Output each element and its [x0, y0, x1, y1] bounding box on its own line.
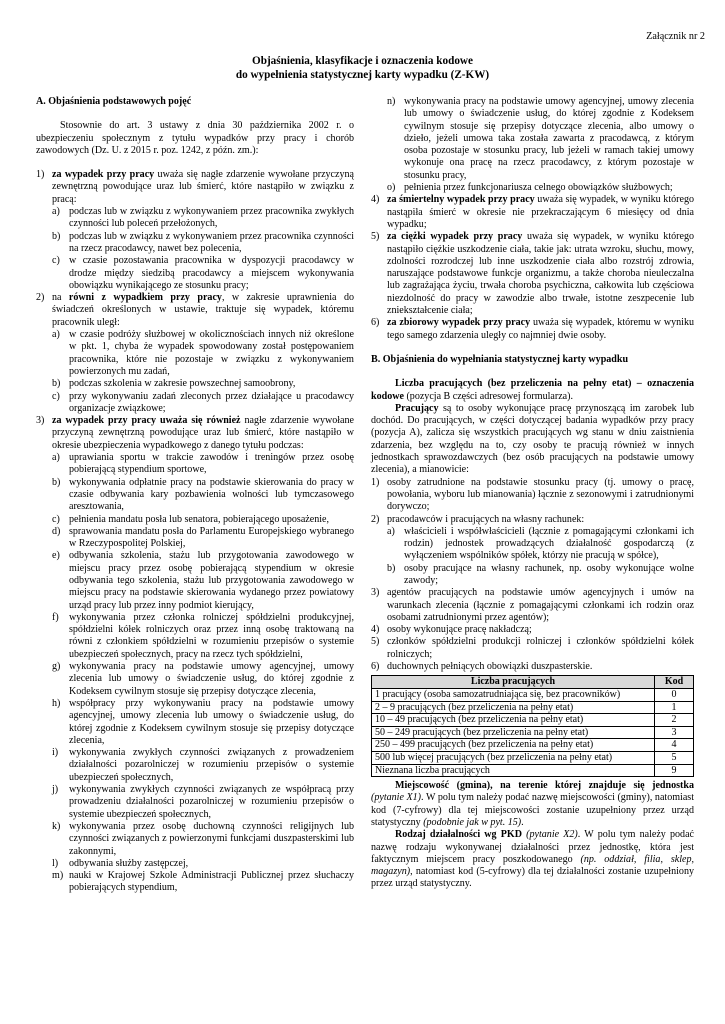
- list-item: [52, 378, 354, 390]
- text-span: wykonywania przez członka rolniczej spółdzielni produkcyjnej, spółdzielni kółek rolniczych oraz przez inną osobę traktowaną na równi z członkiem spółdzielni w rozumieniu przepisów o systemie ubezpieczeń społecznych, pracy na rzecz tych spółdzielni,: [69, 611, 354, 660]
- table-row: [372, 764, 694, 777]
- text-span: uważa się wypadek, w wyniku którego nastąpiło ciężkie uszkodzenie ciała, takie jak: utrata wzroku, słuchu, mowy, zdolności rozrodczej lub inne uszkodzenie ciała albo rozstrój zdrowia, naruszające podstawowe funkcje organizmu, a także choroba nieuleczalna lub zagrażająca życiu, trwała choroba psychiczna, całkowita lub częściowa niezdolność do pracy w zawodzie albo trwałe, istotne zeszpecenie lub zniekształcenie ciała;: [387, 231, 694, 317]
- list-item: [371, 661, 694, 673]
- text-span: Liczba pracujących (bez przeliczenia na pełny etat) – oznaczenia kodowe: [371, 378, 694, 402]
- text-span: odbywania służby zastępczej,: [69, 857, 189, 869]
- table-row: [372, 751, 694, 764]
- list-item: [52, 452, 354, 477]
- list-item: [371, 477, 694, 514]
- table-row: [372, 714, 694, 727]
- text-span: .: [521, 817, 524, 828]
- text-span: 50 – 249 pracujących (bez przeliczenia na pełny etat): [372, 726, 655, 739]
- list-item: [52, 821, 354, 858]
- text-span: Nieznana liczba pracujących: [372, 764, 655, 777]
- annex-label: Załącznik nr 2: [646, 31, 705, 42]
- text-span: m): [52, 870, 64, 882]
- section-a-heading: A. Objaśnienia podstawowych pojęć: [36, 96, 192, 107]
- list-item: [387, 182, 694, 194]
- text-span: 1 pracujący (osoba samozatrudniająca się, bez pracowników): [372, 688, 655, 701]
- list-item: [52, 255, 354, 292]
- right-column: [371, 96, 694, 891]
- text-span: 4): [371, 194, 380, 206]
- text-span: c): [52, 513, 60, 525]
- table-row: [372, 688, 694, 701]
- text-span: uważa się wypadek, któremu w wyniku tego samego zdarzenia uległy co najmniej dwie osoby.: [387, 317, 694, 341]
- text-span: uważa się nagłe zdarzenie wywołane przyczyną zewnętrzną powodujące uraz lub śmierć, które nastąpiło w związku z pracą:: [52, 169, 354, 205]
- list-item: [52, 661, 354, 698]
- text-span: . W polu tym należy podać nazwę rodzaju wykonywanej działalności przez jednostkę, która jest faktycznym miejscem pracy poszkodowanego: [371, 829, 694, 865]
- list-item: [52, 858, 354, 870]
- text-span: o): [387, 182, 396, 194]
- text-span: c): [52, 390, 60, 402]
- text-span: e): [52, 550, 60, 562]
- list-item: [52, 514, 354, 526]
- workers-list: [371, 477, 694, 674]
- text-span: osoby wykonujące pracę nakładczą;: [387, 624, 532, 636]
- text-span: nauki w Krajowej Szkole Administracji Publicznej przez słuchaczy pobierających stypendium,: [69, 870, 354, 894]
- workers-definition-paragraph: [371, 403, 694, 477]
- text-span: współpracy przy wykonywaniu pracy na podstawie umowy agencyjnej, umowy zlecenia lub umowy o świadczenie usług, do której zgodnie z Kodeksem cywilnym stosuje się przepisy dotyczące zlecenia,: [69, 697, 354, 746]
- text-span: 10 – 49 pracujących (bez przeliczenia na pełny etat): [372, 714, 655, 727]
- table-row: [372, 739, 694, 752]
- text-span: wykonywania przez osobę duchowną czynności religijnych lub czynności związanych z powierzonymi funkcjami duszpasterskimi lub zakonnymi,: [69, 820, 354, 857]
- text-span: osoby zatrudnione na podstawie stosunku pracy (tj. umowy o pracę, powołania, wyboru lub mianowania) łącznie z sezonowymi i zatrudnionymi dorywczo;: [387, 476, 694, 513]
- table-header-count: Liczba pracujących: [372, 676, 655, 689]
- text-span: wykonywania pracy na podstawie umowy agencyjnej, umowy zlecenia lub umowy o świadczenie usług, do której zgodnie z Kodeksem cywilnym stosuje się przepisy dotyczące zlecenia, albo umowy o dzieło, jeżeli umowa taka została zawarta z pracodawcą, z którym osoba pozostaje w stosunku pracy, lub jeżeli w ramach takiej umowy wykonuje ona pracę na rzecz pracodawcy, z którym pozostaje w stosunku pracy,: [404, 96, 694, 181]
- text-span: a): [387, 525, 395, 537]
- text-span: 5): [371, 231, 380, 243]
- text-span: 500 lub więcej pracujących (bez przeliczenia na pełny etat): [372, 751, 655, 764]
- definitions-list: [36, 169, 354, 895]
- list-item: [52, 206, 354, 231]
- text-span: 2): [36, 292, 45, 304]
- text-span: 9: [655, 764, 694, 777]
- text-span: wykonywania pracy na podstawie umowy agencyjnej, umowy zlecenia lub umowy o świadczenie usług, do której zgodnie z Kodeksem cywilnym stosuje się przepisy dotyczące zlecenia,: [69, 661, 354, 697]
- list-item: [371, 317, 694, 342]
- list-item: [36, 169, 354, 292]
- text-span: sprawowania mandatu posła do Parlamentu Europejskiego wybranego w Rzeczypospolitej Polskiej,: [69, 525, 354, 550]
- text-span: 5): [371, 636, 380, 648]
- text-span: d): [52, 525, 61, 537]
- text-span: za śmiertelny wypadek przy pracy: [387, 194, 535, 206]
- list-item: [371, 636, 694, 661]
- section-b-heading: B. Objaśnienia do wypełniania statystycznej karty wypadku: [371, 353, 629, 365]
- text-span: Rodzaj działalności wg PKD: [395, 829, 522, 841]
- list-item: [371, 231, 694, 317]
- list-item: [52, 526, 354, 551]
- list-item: [387, 96, 694, 182]
- text-span: osoby pracujące na własny rachunek, np. osoby wykonujące wolne zawody;: [404, 562, 694, 586]
- text-span: j): [52, 784, 59, 796]
- text-span: c): [52, 255, 60, 267]
- text-span: 6): [371, 661, 380, 673]
- list-item: [36, 415, 354, 895]
- text-span: przy wykonywaniu zadań zleconych przez działające u pracodawcy organizacje związkowe;: [69, 390, 354, 414]
- text-span: a): [52, 452, 60, 464]
- text-span: 2 – 9 pracujących (bez przeliczenia na pełny etat): [372, 701, 655, 714]
- text-span: 3: [655, 726, 694, 739]
- text-span: wykonywania zwykłych czynności związanych z prowadzeniem działalności pozarolniczej w rozumieniu przepisów o systemie ubezpieczeń społecznych,: [69, 747, 354, 783]
- text-span: , w zakresie uprawnienia do świadczeń określonych w ustawie, traktuje się wypadek, któremu pracownik uległ:: [52, 292, 354, 328]
- locality-paragraph: [371, 780, 694, 829]
- list-item: [52, 231, 354, 256]
- list-item: [371, 587, 694, 624]
- text-span: na: [52, 292, 69, 304]
- text-span: 3): [371, 587, 380, 599]
- text-span: odbywania szkolenia, stażu lub przygotowania zawodowego w miejscu pracy przez osobę pobierającą stypendium w okresie odbywania tego szkolenia, stażu lub przygotowania zawodowego w miejscu pracy na podstawie skierowania wydanego przez powiatowy urząd pracy lub przez inny podmiot kierujący,: [69, 550, 354, 611]
- text-span: pełnienia przez funkcjonariusza celnego obowiązków służbowych;: [404, 182, 673, 194]
- text-span: 2: [655, 714, 694, 727]
- text-span: (pytanie X2): [526, 829, 578, 841]
- text-span: uprawiania sportu w trakcie zawodów i treningów przez osobę pobierającą stypendium sportowe,: [69, 452, 354, 476]
- text-span: 250 – 499 pracujących (bez przeliczenia na pełny etat): [372, 739, 655, 752]
- intro-paragraph: Stosownie do art. 3 ustawy z dnia 30 października 2002 r. o ubezpieczeniu społecznym z tytułu wypadków przy pracy i chorób zawodowych (Dz. U. z 2015 r. poz. 1242, z późn. zm.):: [36, 120, 354, 156]
- definitions-list-continued: [371, 194, 694, 342]
- text-span: 6): [371, 317, 380, 329]
- text-span: podczas lub w związku z wykonywaniem przez pracownika czynności na rzecz pracodawcy, nawet bez polecenia,: [69, 230, 354, 254]
- page-title: [0, 55, 725, 82]
- text-span: za wypadek przy pracy uważa się również: [52, 415, 241, 427]
- list-item: [36, 292, 354, 415]
- text-span: wykonywania odpłatnie pracy na podstawie skierowania do pracy w czasie odbywania kary pozbawienia wolności lub tymczasowego aresztowania,: [69, 476, 354, 513]
- text-span: agentów pracujących na podstawie umów agencyjnych i umów na warunkach zlecenia (łącznie z pomagającymi członkami ich rodzin oraz osobami zatrudnionymi przez agentów);: [387, 587, 694, 623]
- text-span: 1): [371, 476, 380, 488]
- text-span: w czasie podróży służbowej w okolicznościach innych niż określone w pkt. 1, chyba że wypadek spowodowany został postępowaniem pracownika, które nie pozostaje w związku z wykonywaniem powierzonych mu zadań,: [69, 329, 354, 377]
- text-span: l): [52, 857, 59, 869]
- text-span: b): [52, 230, 61, 242]
- text-span: 1: [655, 701, 694, 714]
- text-span: 5: [655, 751, 694, 764]
- text-span: duchownych pełniących obowiązki duszpasterskie.: [387, 661, 593, 673]
- list-item: [387, 526, 694, 563]
- left-column: [36, 96, 354, 895]
- text-span: Pracujący: [395, 402, 439, 414]
- text-span: pełnienia mandatu posła lub senatora, pobierającego uposażenie,: [69, 513, 330, 525]
- list-item: [387, 563, 694, 588]
- list-item: [52, 477, 354, 514]
- text-span: 3): [36, 415, 45, 427]
- text-span: h): [52, 697, 61, 709]
- text-span: za wypadek przy pracy: [52, 169, 155, 181]
- activity-type-paragraph: [371, 829, 694, 890]
- table-row: [372, 726, 694, 739]
- list-item: [371, 194, 694, 231]
- text-span: członków spółdzielni produkcji rolniczej i członków spółdzielni kółek rolniczych;: [387, 636, 694, 660]
- text-span: g): [52, 661, 61, 673]
- text-span: 4): [371, 624, 380, 636]
- text-span: wykonywania zwykłych czynności związanych ze współpracą przy prowadzeniu działalności pozarolniczej w rozumieniu przepisów o systemie ubezpieczeń społecznych,: [69, 784, 354, 820]
- list-item: [52, 870, 354, 895]
- text-span: za ciężki wypadek przy pracy: [387, 231, 523, 243]
- text-span: b): [52, 378, 61, 390]
- text-span: . W polu tym należy podać nazwę miejscowości (gminy), natomiast kod (7-cyfrowy) dla tej miejscowości zostanie uzupełniony przez urząd statystyczny: [371, 792, 694, 828]
- text-span: k): [52, 820, 61, 832]
- list-item: [52, 784, 354, 821]
- text-span: , natomiast kod (5-cyfrowy) dla tej działalności zostanie uzupełniony przez urząd statystyczny.: [371, 866, 694, 890]
- text-span: właścicieli i współwłaścicieli (łącznie z pomagającymi członkami ich rodzin) jednostek prowadzących działalność gospodarczą (z wyłączeniem wspólników spółek, którzy nie pracują w spółce),: [404, 525, 694, 562]
- list-item: [52, 612, 354, 661]
- workers-code-table: [371, 675, 694, 777]
- table-header-code: Kod: [655, 676, 694, 689]
- list-item: [52, 329, 354, 378]
- text-span: 4: [655, 739, 694, 752]
- text-span: n): [387, 96, 396, 107]
- text-span: podczas szkolenia w zakresie powszechnej samoobrony,: [69, 378, 296, 390]
- text-span: są to osoby wykonujące pracę przynoszącą im zarobek lub dochód. Do pracujących, w części dotyczącej badania wypadków przy pracy (pozycja A), zalicza się wszystkich pracujących wg stanu w dniu zaistnienia zdarzenia, bez względu na to, czy osoby te pracują również w innych jednostkach sprawozdawczych (bez osób pracujących na podstawie umowy zlecenia), a mianowicie:: [371, 402, 694, 476]
- text-span: (podobnie jak w pyt. 15): [423, 817, 522, 828]
- list-item: [371, 624, 694, 636]
- text-span: b): [387, 562, 396, 574]
- text-span: 1): [36, 169, 45, 181]
- text-span: nagłe zdarzenie wywołane przyczyną zewnętrzną powodujące uraz lub śmierć, które nastąpiło w okresie ubezpieczenia wypadkowego z danego tytułu podczas:: [52, 415, 354, 451]
- list-item: [52, 747, 354, 784]
- text-span: Miejscowość (gmina), na terenie której znajduje się jednostka: [395, 780, 694, 792]
- text-span: pracodawców i pracujących na własny rachunek:: [387, 513, 585, 525]
- text-span: (pozycja B części adresowej formularza).: [403, 390, 573, 402]
- text-span: podczas lub w związku z wykonywaniem przez pracownika zwykłych czynności lub poleceń przełożonych,: [69, 206, 354, 230]
- table-row: [372, 701, 694, 714]
- text-span: a): [52, 329, 60, 341]
- text-span: 0: [655, 688, 694, 701]
- text-span: uważa się wypadek, w wyniku którego nastąpiła śmierć w okresie nie przekraczającym 6 miesięcy od dnia wypadku;: [387, 194, 694, 230]
- list-item: [52, 550, 354, 611]
- text-span: a): [52, 206, 60, 218]
- list-item: [52, 698, 354, 747]
- text-span: (pytanie X1): [371, 792, 422, 804]
- text-span: w czasie pozostawania pracownika w dyspozycji pracodawcy w drodze między siedzibą pracodawcy a miejscem wykonywania obowiązku wynikającego ze stosunku pracy;: [69, 255, 354, 291]
- text-span: 2): [371, 513, 380, 525]
- text-span: f): [52, 611, 59, 623]
- text-span: i): [52, 747, 59, 759]
- title-line-2: do wypełnienia statystycznej karty wypadku (Z-KW): [235, 68, 490, 81]
- text-span: za zbiorowy wypadek przy pracy: [387, 317, 531, 329]
- text-span: równi z wypadkiem przy pracy: [68, 292, 222, 304]
- continued-list: [387, 96, 694, 194]
- title-line-1: Objaśnienia, klasyfikacje i oznaczenia kodowe: [252, 55, 473, 67]
- text-span: (np. oddział, filia, sklep, magazyn): [371, 853, 694, 878]
- text-span: b): [52, 476, 61, 488]
- workers-count-paragraph: [371, 378, 694, 403]
- list-item: [52, 391, 354, 416]
- list-item: [371, 514, 694, 588]
